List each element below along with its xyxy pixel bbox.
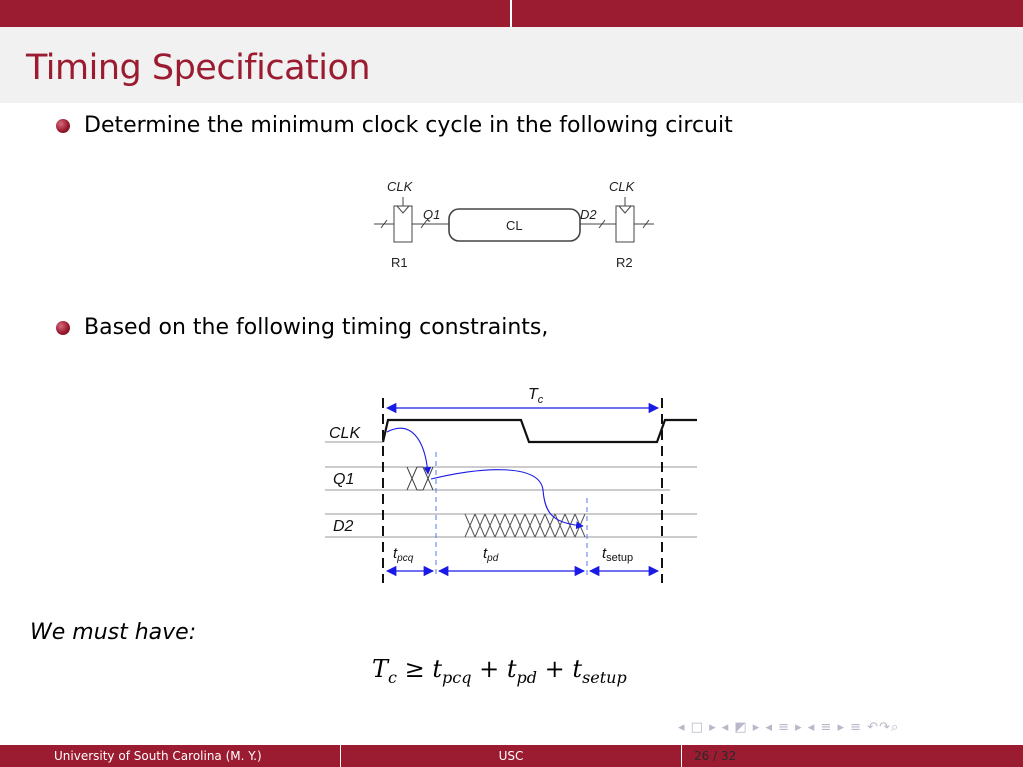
header-bar-left xyxy=(0,0,510,27)
slide-title: Timing Specification xyxy=(26,48,371,88)
register-r2 xyxy=(616,206,634,242)
circuit-diagram xyxy=(368,175,668,275)
bullet-item-1 xyxy=(56,113,733,138)
footer-institute: USC xyxy=(341,745,681,767)
circuit-q1-label: Q1 xyxy=(423,207,441,222)
d2-signal-label: D2 xyxy=(333,518,354,535)
q1-transition-a xyxy=(407,467,417,490)
d2-transition-hatch xyxy=(465,514,585,537)
header-bar-right xyxy=(512,0,1023,27)
navigation-controls[interactable]: ◂ □ ▸ ◂ ◩ ▸ ◂ ≡ ▸ ◂ ≡ ▸ ≡ ↶↷⌕ xyxy=(678,720,900,735)
tsetup-label: $t_{setup}$ xyxy=(602,545,634,564)
tpcq-label: $t_{pcq}$ xyxy=(393,545,414,564)
clk-waveform xyxy=(383,420,697,442)
timing-formula: $T_c \ge t_{pcq} + t_{pd} + t_{setup}$ xyxy=(372,655,627,687)
tpd-label: $t_{pd}$ xyxy=(483,545,499,564)
q1-transition-join xyxy=(417,467,423,490)
we-must-have-text: We must have: xyxy=(30,620,197,645)
timing-diagram xyxy=(325,378,700,588)
circuit-d2-label: D2 xyxy=(580,207,597,222)
tc-label: $T_c$ xyxy=(528,386,544,406)
footer-bar xyxy=(0,745,1023,767)
bullet-icon xyxy=(56,119,70,133)
bullet-text-1: Determine the minimum clock cycle in the following circuit xyxy=(84,113,733,138)
bullet-text-2: Based on the following timing constraints, xyxy=(84,315,549,340)
circuit-clk-left-label: CLK xyxy=(387,179,413,194)
footer-page-number: 26 / 32 xyxy=(682,745,1023,767)
circuit-clk-right-label: CLK xyxy=(609,179,635,194)
clk-signal-label: CLK xyxy=(329,425,361,442)
footer-author: University of South Carolina (M. Y.) xyxy=(0,745,340,767)
header-bar xyxy=(0,0,1023,27)
circuit-r2-label: R2 xyxy=(616,255,633,270)
bullet-icon xyxy=(56,321,70,335)
q1-signal-label: Q1 xyxy=(333,471,355,488)
circuit-cl-label: CL xyxy=(506,218,523,233)
register-r1 xyxy=(394,206,412,242)
bullet-item-2 xyxy=(56,315,548,340)
circuit-r1-label: R1 xyxy=(391,255,408,270)
